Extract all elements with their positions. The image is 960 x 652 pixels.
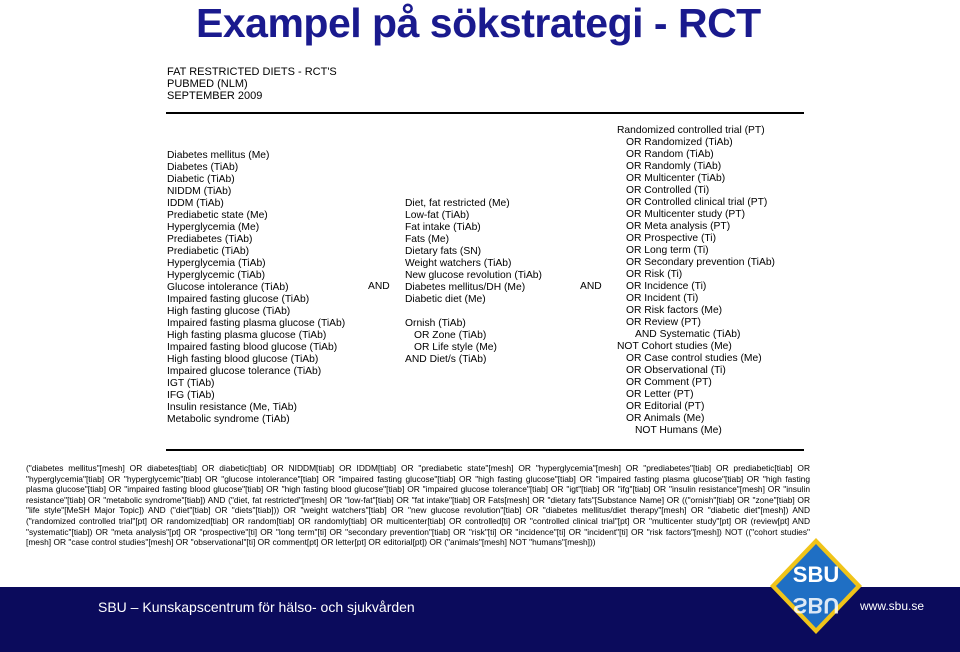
term: NOT Humans (Me): [635, 425, 722, 436]
term: IGT (TiAb): [167, 378, 215, 389]
term: Prediabetic (TiAb): [167, 246, 250, 257]
condition-terms-column: [167, 150, 345, 426]
term: OR Comment (PT): [626, 377, 712, 388]
term: OR Controlled clinical trial (PT): [626, 197, 768, 208]
logo-text-top: SBU: [792, 562, 840, 587]
term: Diabetes mellitus/DH (Me): [405, 282, 526, 293]
and-operator: AND: [368, 281, 390, 292]
term: OR Long term (Ti): [626, 245, 709, 256]
term: Prediabetic state (Me): [167, 210, 268, 221]
term: OR Editorial (PT): [626, 401, 705, 412]
term: Metabolic syndrome (TiAb): [167, 414, 290, 425]
term: Impaired glucose tolerance (TiAb): [167, 366, 322, 377]
term: High fasting blood glucose (TiAb): [167, 354, 319, 365]
term: OR Incidence (Ti): [626, 281, 707, 292]
term: OR Case control studies (Me): [626, 353, 762, 364]
term: Fats (Me): [405, 234, 450, 245]
header-line: SEPTEMBER 2009: [167, 90, 263, 102]
term: Hyperglycemic (TiAb): [167, 270, 266, 281]
term: OR Prospective (Ti): [626, 233, 717, 244]
term: Hyperglycemia (TiAb): [167, 258, 266, 269]
term: OR Incident (Ti): [626, 293, 699, 304]
term: Fat intake (TiAb): [405, 222, 481, 233]
sbu-logo: [770, 538, 862, 634]
term: OR Risk (Ti): [626, 269, 683, 280]
term: IDDM (TiAb): [167, 198, 224, 209]
header-line: FAT RESTRICTED DIETS - RCT'S: [167, 66, 337, 78]
term: OR Meta analysis (PT): [626, 221, 731, 232]
term: OR Multicenter (TiAb): [626, 173, 726, 184]
term: Impaired fasting blood glucose (TiAb): [167, 342, 338, 353]
term: Weight watchers (TiAb): [405, 258, 512, 269]
term: Impaired fasting plasma glucose (TiAb): [167, 318, 346, 329]
term: OR Randomly (TiAb): [626, 161, 722, 172]
term: OR Zone (TiAb): [414, 330, 487, 341]
term: OR Controlled (Ti): [626, 185, 710, 196]
term: Prediabetes (TiAb): [167, 234, 253, 245]
term: OR Secondary prevention (TiAb): [626, 257, 775, 268]
term: Diabetic (TiAb): [167, 174, 235, 185]
term: NIDDM (TiAb): [167, 186, 232, 197]
term: Low-fat (TiAb): [405, 210, 470, 221]
term: Diet, fat restricted (Me): [405, 198, 510, 209]
term: Diabetes mellitus (Me): [167, 150, 270, 161]
term: IFG (TiAb): [167, 390, 215, 401]
term: Diabetes (TiAb): [167, 162, 239, 173]
bottom-divider: [166, 449, 804, 451]
top-divider: [166, 112, 804, 114]
term: OR Multicenter study (PT): [626, 209, 746, 220]
term: OR Randomized (TiAb): [626, 137, 733, 148]
term: NOT Cohort studies (Me): [617, 341, 732, 352]
pubmed-query-string: ("diabetes mellitus"[mesh] OR diabetes[tiab] OR diabetic[tiab] OR NIDDM[tiab] OR IDDM[tiab] OR "prediabetic state"[mesh] OR "hyperglycemia"[mesh] OR "prediabetes"[tiab] OR prediabetic[tiab] OR "hyperglycemia"[tiab] OR "hyperglycemic"[tiab] OR "glucose intolerance"[tiab] OR "impaired fasting glucose"[tiab] OR "high fasting glucose"[tiab] OR "impaired fasting plasma glucose"[tiab] OR "high fasting plasma glucose"[tiab] OR "impaired fasting blood glucose"[tiab] OR "high fasting blood glucose"[tiab] OR "impaired glucose tolerance"[tiab] OR "igt"[tiab] OR "ifg"[tiab] OR "insulin resistance"[mesh] OR "insulin resistance"[tiab] OR "metabolic syndrome"[tiab]) AND ("diet, fat restricted"[mesh] OR "low-fat"[tiab] OR "fat intake"[tiab] OR Fats[mesh] OR "dietary fats"[Substance Name] OR (("ornish"[tiab] OR "zone"[tiab] OR "life style"[MeSH Major Topic]) AND ("diet"[tiab] OR "diets"[tiab])) OR "weight watchers"[tiab] OR "new glucose revolution"[tiab] OR "diabetes mellitus/diet therapy"[mesh] OR "diabetic diet"[mesh]) AND ("randomized controlled trial"[pt] OR randomized[tiab] OR random[tiab] OR randomly[tiab] OR multicenter[tiab] OR controlled[ti] OR "controlled clinical trial"[pt] OR "multicenter study"[pt] OR (review[pt] AND "systematic"[tiab]) OR "meta analysis"[pt] OR "prospective"[ti] OR "long term"[ti] OR "secondary prevention"[tiab] OR "risk"[ti] OR "incidence"[ti] OR "incident"[ti] OR "risk factors"[mesh]) NOT (("cohort studies"[mesh] OR "case control studies"[mesh] OR "observational"[ti] OR comment[pt] OR letter[pt] OR editorial[pt]) OR ("animals"[mesh] NOT "humans"[mesh])): [26, 463, 810, 548]
term: OR Life style (Me): [414, 342, 497, 353]
study-design-terms-column: [617, 125, 775, 437]
footer-org-name: SBU – Kunskapscentrum för hälso- och sjukvården: [98, 599, 415, 615]
term: OR Letter (PT): [626, 389, 694, 400]
and-operator: AND: [580, 281, 602, 292]
term: OR Observational (Ti): [626, 365, 726, 376]
term: OR Risk factors (Me): [626, 305, 723, 316]
term: OR Random (TiAb): [626, 149, 714, 160]
term: Ornish (TiAb): [405, 318, 466, 329]
intervention-terms-column: [405, 198, 542, 366]
term: High fasting plasma glucose (TiAb): [167, 330, 327, 341]
logo-text-bottom: SBU: [792, 593, 840, 618]
document-header: [167, 66, 337, 102]
term: Impaired fasting glucose (TiAb): [167, 294, 310, 305]
term: Insulin resistance (Me, TiAb): [167, 402, 297, 413]
term: OR Animals (Me): [626, 413, 705, 424]
term: Dietary fats (SN): [405, 246, 482, 257]
footer-url[interactable]: www.sbu.se: [860, 599, 925, 613]
header-line: PUBMED (NLM): [167, 78, 248, 90]
slide-title: Exampel på sökstrategi - RCT: [196, 0, 761, 46]
term: AND Systematic (TiAb): [635, 329, 741, 340]
spacer: [405, 306, 542, 318]
term: AND Diet/s (TiAb): [405, 354, 487, 365]
term: New glucose revolution (TiAb): [405, 270, 542, 281]
term: Diabetic diet (Me): [405, 294, 486, 305]
term: Randomized controlled trial (PT): [617, 125, 765, 136]
term: Hyperglycemia (Me): [167, 222, 260, 233]
term: High fasting glucose (TiAb): [167, 306, 291, 317]
term: OR Review (PT): [626, 317, 701, 328]
term: Glucose intolerance (TiAb): [167, 282, 289, 293]
